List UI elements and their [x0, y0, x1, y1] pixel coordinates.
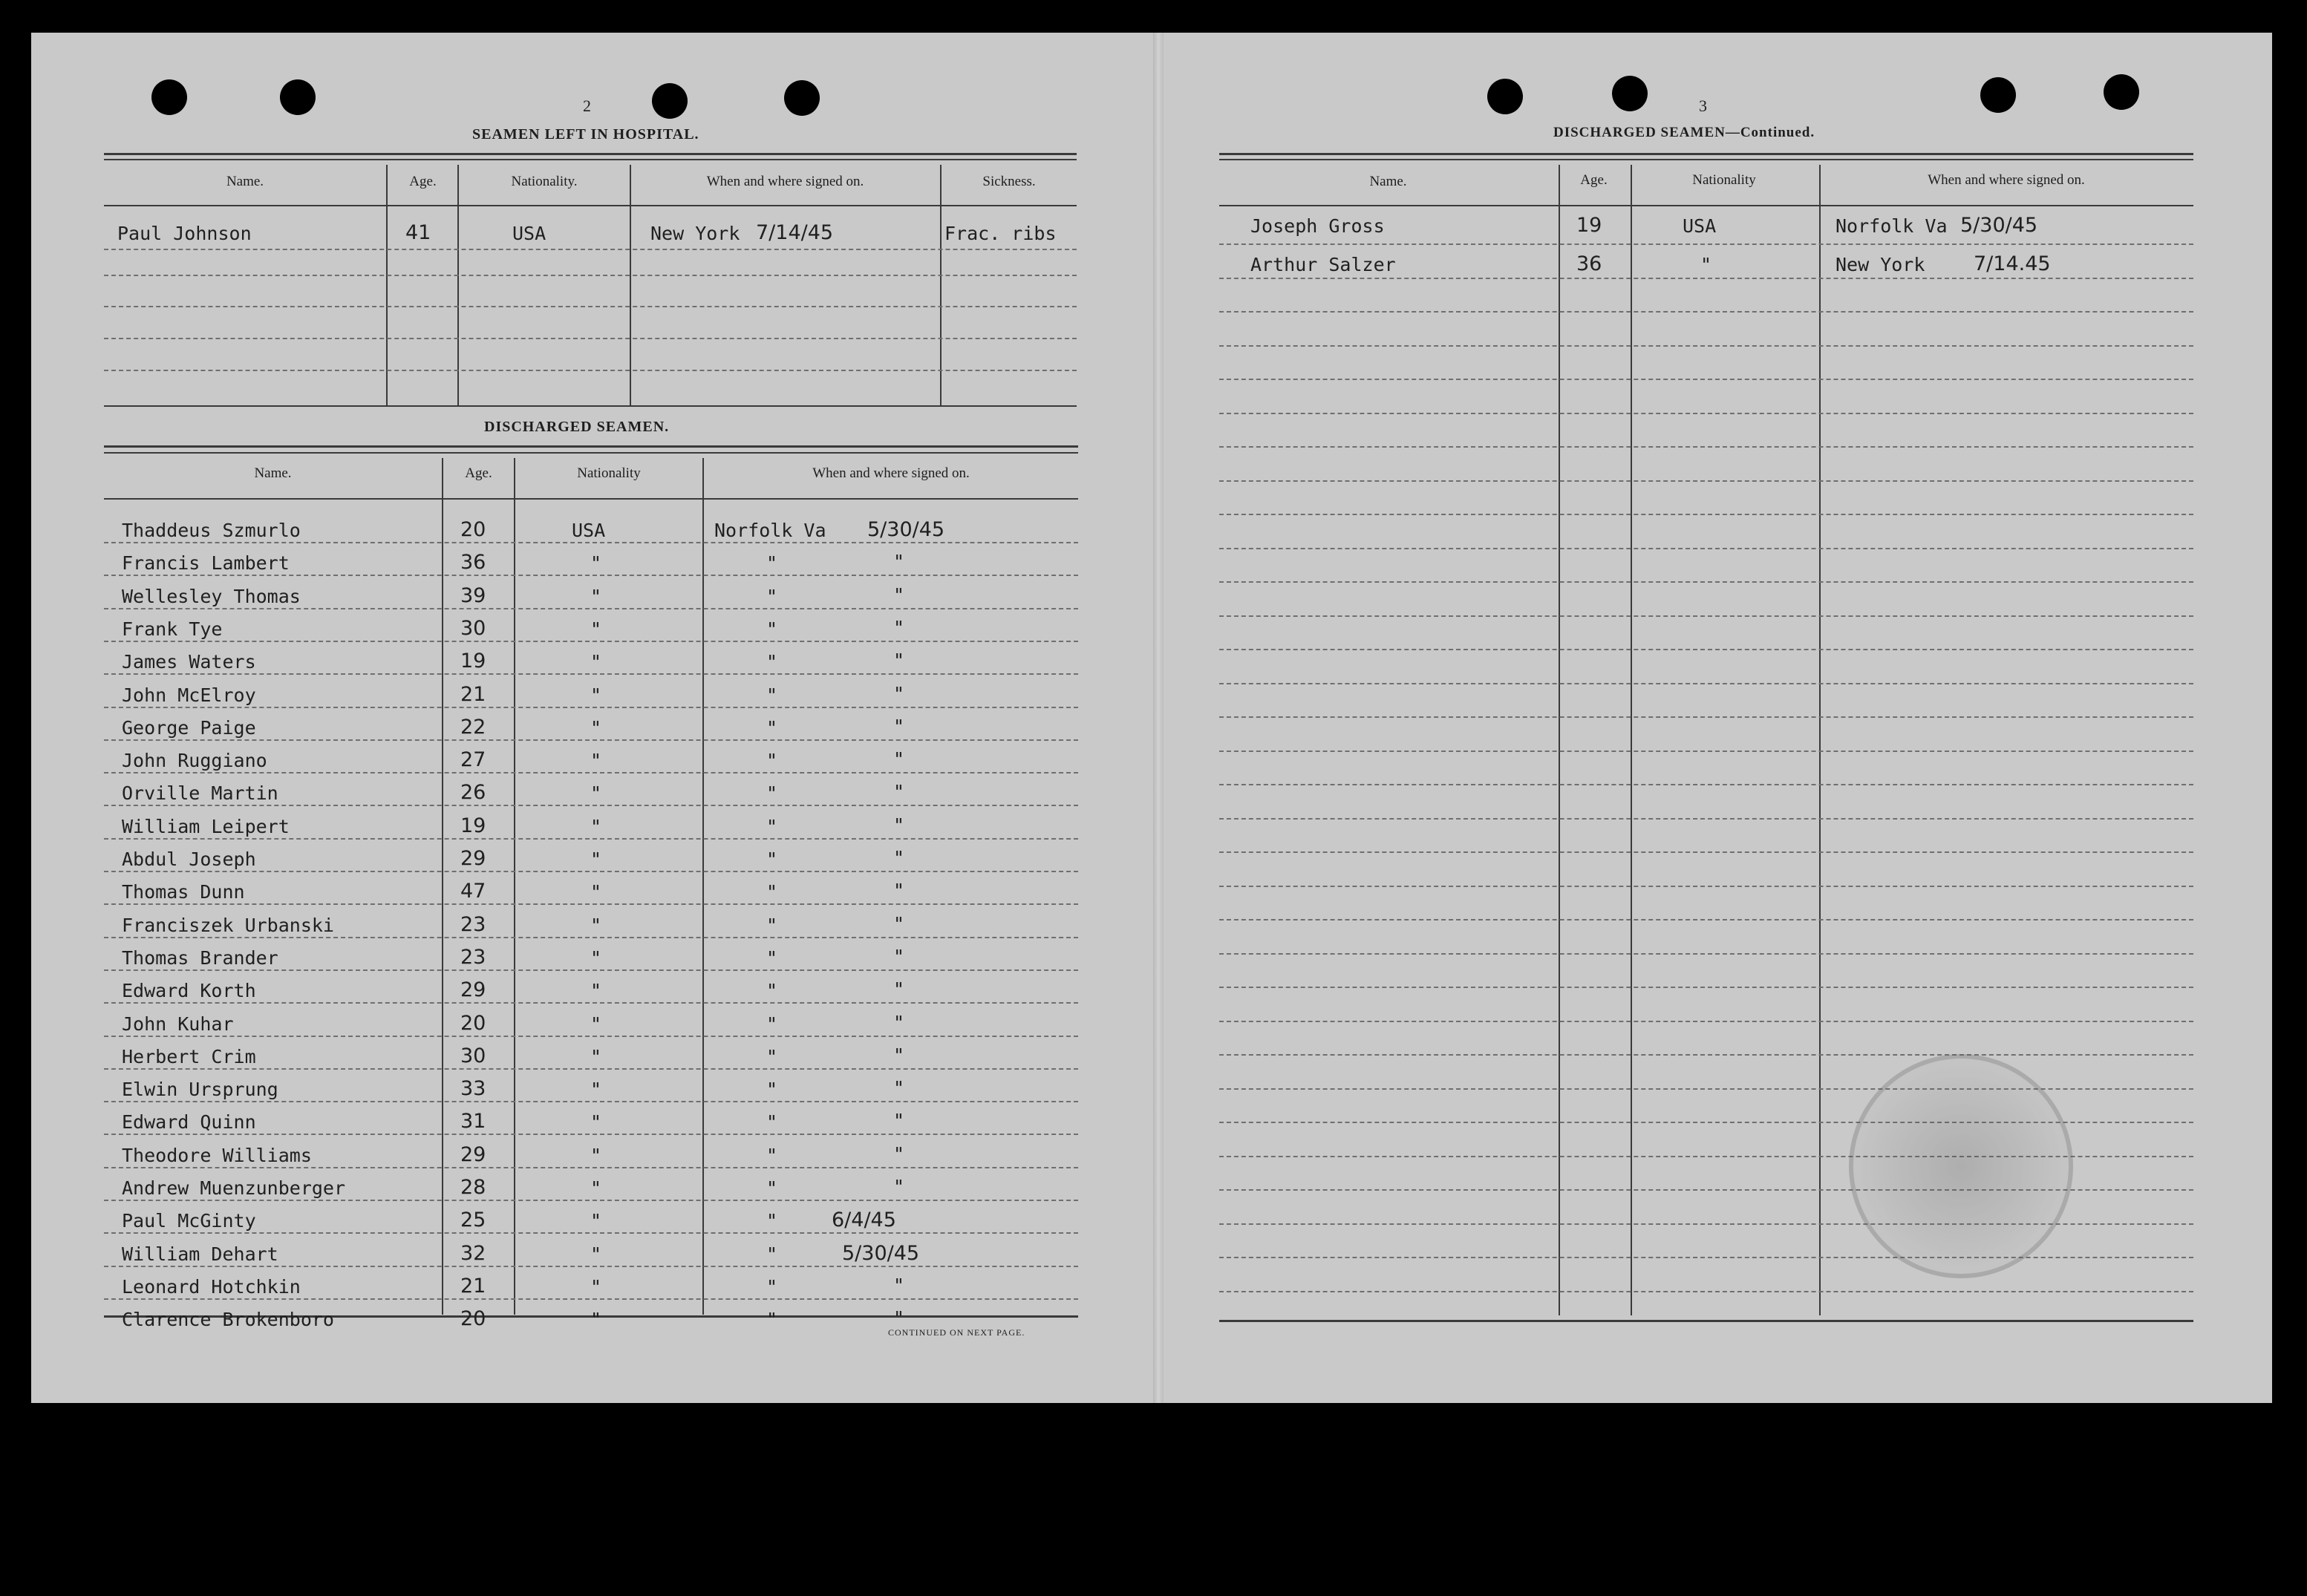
- row-line: [104, 1068, 1078, 1070]
- discharged-age: 25: [460, 1209, 486, 1232]
- discharged-name: William Dehart: [122, 1243, 278, 1265]
- discharged-nationality: ": [590, 1243, 602, 1265]
- punch-hole: [2104, 74, 2139, 110]
- discharged-name: Frank Tye: [122, 618, 223, 640]
- page-number: 2: [583, 97, 591, 115]
- hospital-nationality: USA: [512, 223, 546, 244]
- discharged-name: Francis Lambert: [122, 552, 290, 574]
- discharged-name: Abdul Joseph: [122, 848, 256, 870]
- discharged-section-title: DISCHARGED SEAMEN.: [484, 419, 670, 435]
- discharged-age: 31: [460, 1110, 486, 1133]
- row-line: [104, 1101, 1078, 1102]
- row-line: [104, 1167, 1078, 1168]
- discharged-nationality: ": [590, 684, 602, 706]
- rule: [1219, 159, 2193, 160]
- hospital-date: 7/14/45: [756, 221, 834, 244]
- discharged-name: John Kuhar: [122, 1013, 234, 1035]
- discharged-name: Paul McGinty: [122, 1210, 256, 1232]
- discharged-nationality: ": [590, 651, 602, 673]
- header-sickness: Sickness.: [982, 174, 1036, 189]
- discharged-place: ": [766, 1177, 778, 1199]
- header-nationality: Nationality: [1692, 172, 1756, 188]
- discharged-name: John Ruggiano: [122, 750, 267, 771]
- continued-note: CONTINUED ON NEXT PAGE.: [888, 1327, 1025, 1338]
- discharged-place: ": [766, 717, 778, 739]
- discharged-place: ": [766, 1276, 778, 1298]
- discharged-name: Elwin Ursprung: [122, 1079, 278, 1100]
- discharged-name: James Waters: [122, 651, 256, 673]
- discharged-date: ": [893, 1044, 905, 1066]
- discharged-nationality: ": [590, 1079, 602, 1100]
- row-line: [104, 772, 1078, 774]
- discharged-nationality: ": [590, 1177, 602, 1199]
- column-divider: [702, 458, 704, 1315]
- row-line: [1219, 311, 2193, 313]
- discharged-age: 29: [460, 1143, 486, 1166]
- discharged-date: ": [893, 781, 905, 802]
- row-line: [104, 1200, 1078, 1201]
- discharged-age: 30: [460, 617, 486, 640]
- row-line: [1219, 851, 2193, 853]
- rule: [104, 153, 1077, 155]
- row-line: [1219, 683, 2193, 684]
- discharged-place: ": [766, 1210, 778, 1232]
- row-line: [104, 969, 1078, 971]
- discharged-nationality: USA: [572, 520, 606, 541]
- continued-date: 7/14.45: [1974, 252, 2051, 275]
- discharged-place: ": [766, 848, 778, 870]
- discharged-nationality: ": [590, 552, 602, 574]
- rule: [1219, 205, 2193, 206]
- header-signed-on: When and where signed on.: [706, 174, 864, 189]
- punch-hole: [151, 79, 187, 115]
- discharged-name: Wellesley Thomas: [122, 586, 301, 607]
- discharged-nationality: ": [590, 1309, 602, 1330]
- rule: [104, 498, 1078, 500]
- continued-date: 5/30/45: [1960, 214, 2038, 237]
- row-line: [104, 275, 1077, 276]
- row-line: [104, 707, 1078, 708]
- header-nationality: Nationality: [577, 465, 641, 481]
- row-line: [104, 805, 1078, 806]
- discharged-nationality: ": [590, 881, 602, 903]
- discharged-place: ": [766, 980, 778, 1001]
- discharged-name: Edward Quinn: [122, 1111, 256, 1133]
- row-line: [1219, 1257, 2193, 1258]
- continued-nationality: USA: [1683, 215, 1717, 237]
- discharged-date: ": [893, 946, 905, 967]
- punch-hole: [1487, 79, 1523, 114]
- discharged-nationality: ": [590, 750, 602, 771]
- header-signed-on: When and where signed on.: [1928, 172, 2085, 188]
- row-line: [104, 249, 1077, 250]
- row-line: [104, 673, 1078, 675]
- discharged-date: 5/30/45: [842, 1242, 920, 1265]
- discharged-age: 26: [460, 781, 486, 804]
- discharged-date: ": [893, 847, 905, 869]
- row-line: [104, 338, 1077, 339]
- discharged-nationality: ": [590, 1210, 602, 1232]
- rule: [104, 452, 1078, 454]
- row-line: [104, 903, 1078, 905]
- punch-hole: [1612, 76, 1648, 111]
- rule: [1219, 153, 2193, 155]
- row-line: [1219, 1054, 2193, 1056]
- discharged-age: 36: [460, 551, 486, 574]
- row-line: [104, 1266, 1078, 1267]
- row-line: [104, 542, 1078, 543]
- discharged-age: 20: [460, 1307, 486, 1330]
- discharged-place: ": [766, 1046, 778, 1067]
- row-line: [1219, 750, 2193, 752]
- right-page: [1158, 33, 2272, 1403]
- row-line: [1219, 480, 2193, 482]
- header-age: Age.: [409, 174, 437, 189]
- discharged-nationality: ": [590, 1276, 602, 1298]
- row-line: [1219, 345, 2193, 347]
- hospital-sickness: Frac. ribs: [944, 223, 1057, 244]
- row-line: [1219, 278, 2193, 279]
- hospital-name: Paul Johnson: [117, 223, 252, 244]
- punch-hole: [784, 80, 820, 116]
- continued-age: 19: [1576, 214, 1602, 237]
- row-line: [1219, 649, 2193, 650]
- row-line: [1219, 615, 2193, 617]
- row-line: [1219, 987, 2193, 988]
- discharged-name: Theodore Williams: [122, 1145, 312, 1166]
- discharged-nationality: ": [590, 1046, 602, 1067]
- row-line: [104, 1134, 1078, 1135]
- column-divider: [442, 458, 443, 1315]
- header-age: Age.: [465, 465, 492, 481]
- discharged-nationality: ": [590, 1111, 602, 1133]
- discharged-nationality: ": [590, 816, 602, 837]
- row-line: [104, 1036, 1078, 1037]
- discharged-age: 39: [460, 584, 486, 607]
- punch-hole: [1980, 77, 2016, 113]
- discharged-name: Orville Martin: [122, 782, 278, 804]
- row-line: [104, 1298, 1078, 1300]
- header-name: Name.: [1369, 174, 1407, 189]
- continued-nationality: ": [1700, 254, 1712, 275]
- row-line: [1219, 413, 2193, 414]
- punch-hole: [652, 83, 688, 119]
- discharged-date: ": [893, 880, 905, 901]
- header-age: Age.: [1580, 172, 1608, 188]
- discharged-name: Thomas Brander: [122, 947, 278, 969]
- discharged-name: Clarence Brokenboro: [122, 1309, 334, 1330]
- discharged-place: ": [766, 782, 778, 804]
- row-line: [1219, 1088, 2193, 1090]
- row-line: [1219, 716, 2193, 718]
- discharged-age: 21: [460, 1275, 486, 1298]
- discharged-date: 6/4/45: [832, 1209, 896, 1232]
- rule: [104, 405, 1077, 407]
- discharged-date: ": [893, 1077, 905, 1099]
- row-line: [1219, 953, 2193, 955]
- discharged-name: Edward Korth: [122, 980, 256, 1001]
- continued-place: Norfolk Va: [1836, 215, 1948, 237]
- discharged-date: ": [893, 1012, 905, 1033]
- row-line: [104, 575, 1078, 576]
- discharged-age: 19: [460, 650, 486, 673]
- discharged-age: 21: [460, 683, 486, 706]
- discharged-age: 20: [460, 1012, 486, 1035]
- discharged-date: ": [893, 1275, 905, 1296]
- row-line: [1219, 818, 2193, 820]
- discharged-name: Leonard Hotchkin: [122, 1276, 301, 1298]
- row-line: [1219, 886, 2193, 887]
- discharged-place: ": [766, 1079, 778, 1100]
- discharged-age: 22: [460, 716, 486, 739]
- discharged-nationality: ": [590, 1013, 602, 1035]
- rule: [104, 445, 1078, 448]
- row-line: [1219, 514, 2193, 515]
- discharged-nationality: ": [590, 618, 602, 640]
- header-signed-on: When and where signed on.: [812, 465, 970, 481]
- discharged-date: ": [893, 716, 905, 737]
- discharged-place: ": [766, 881, 778, 903]
- discharged-place: ": [766, 1145, 778, 1166]
- row-line: [104, 937, 1078, 938]
- discharged-age: 47: [460, 880, 486, 903]
- row-line: [1219, 919, 2193, 920]
- discharged-date: ": [893, 1110, 905, 1131]
- discharged-name: Thaddeus Szmurlo: [122, 520, 301, 541]
- discharged-age: 20: [460, 518, 486, 541]
- discharged-place: ": [766, 1013, 778, 1035]
- discharged-place: ": [766, 750, 778, 771]
- discharged-name: John McElroy: [122, 684, 256, 706]
- discharged-date: ": [893, 1176, 905, 1197]
- discharged-age: 23: [460, 913, 486, 936]
- row-line: [1219, 1291, 2193, 1292]
- discharged-age: 29: [460, 847, 486, 870]
- page-number: 3: [1699, 97, 1707, 115]
- discharged-nationality: ": [590, 915, 602, 936]
- row-line: [1219, 784, 2193, 785]
- column-divider: [514, 458, 515, 1315]
- hospital-section-title: SEAMEN LEFT IN HOSPITAL.: [472, 126, 699, 143]
- discharged-name: Andrew Muenzunberger: [122, 1177, 346, 1199]
- discharged-place: ": [766, 651, 778, 673]
- discharged-age: 29: [460, 978, 486, 1001]
- discharged-place: Norfolk Va: [714, 520, 826, 541]
- discharged-date: 5/30/45: [867, 518, 945, 541]
- discharged-nationality: ": [590, 782, 602, 804]
- hospital-age: 41: [405, 221, 431, 244]
- row-line: [1219, 1021, 2193, 1022]
- discharged-date: ": [893, 913, 905, 935]
- discharged-place: ": [766, 586, 778, 607]
- discharged-nationality: ": [590, 848, 602, 870]
- row-line: [1219, 243, 2193, 245]
- hospital-place: New York: [650, 223, 740, 244]
- discharged-age: 30: [460, 1044, 486, 1067]
- header-name: Name.: [254, 465, 292, 481]
- discharged-date: ": [893, 683, 905, 704]
- discharged-place: ": [766, 618, 778, 640]
- row-line: [104, 370, 1077, 371]
- row-line: [1219, 548, 2193, 549]
- continued-place: New York: [1836, 254, 1925, 275]
- row-line: [1219, 446, 2193, 448]
- discharged-age: 33: [460, 1077, 486, 1100]
- discharged-date: ": [893, 748, 905, 770]
- discharged-place: ": [766, 1243, 778, 1265]
- discharged-place: ": [766, 684, 778, 706]
- discharged-name: George Paige: [122, 717, 256, 739]
- discharged-nationality: ": [590, 717, 602, 739]
- discharged-name: Franciszek Urbanski: [122, 915, 334, 936]
- discharged-date: ": [893, 814, 905, 836]
- discharged-age: 28: [460, 1176, 486, 1199]
- row-line: [1219, 581, 2193, 583]
- punch-hole: [280, 79, 316, 115]
- column-divider: [1631, 165, 1632, 1315]
- continued-age: 36: [1576, 252, 1602, 275]
- row-line: [104, 608, 1078, 609]
- discharged-place: ": [766, 816, 778, 837]
- discharged-date: ": [893, 1143, 905, 1165]
- discharged-nationality: ": [590, 586, 602, 607]
- discharged-age: 19: [460, 814, 486, 837]
- discharged-nationality: ": [590, 1145, 602, 1166]
- continued-name: Joseph Gross: [1250, 215, 1385, 237]
- row-line: [104, 739, 1078, 741]
- row-line: [104, 1002, 1078, 1004]
- discharged-date: ": [893, 584, 905, 606]
- rule: [104, 159, 1077, 160]
- page-fold: [1153, 33, 1164, 1403]
- discharged-place: ": [766, 552, 778, 574]
- row-line: [104, 1232, 1078, 1234]
- discharged-date: ": [893, 650, 905, 671]
- discharged-date: ": [893, 551, 905, 572]
- discharged-place: ": [766, 1309, 778, 1330]
- row-line: [104, 306, 1077, 307]
- discharged-name: Herbert Crim: [122, 1046, 256, 1067]
- discharged-age: 32: [460, 1242, 486, 1265]
- row-line: [104, 641, 1078, 642]
- column-divider: [1819, 165, 1821, 1315]
- header-name: Name.: [226, 174, 264, 189]
- discharged-date: ": [893, 1307, 905, 1329]
- discharged-continued-title: DISCHARGED SEAMEN—Continued.: [1553, 125, 1815, 140]
- discharged-age: 23: [460, 946, 486, 969]
- discharged-date: ": [893, 617, 905, 638]
- rule: [104, 205, 1077, 206]
- discharged-nationality: ": [590, 947, 602, 969]
- discharged-place: ": [766, 915, 778, 936]
- continued-name: Arthur Salzer: [1250, 254, 1396, 275]
- discharged-name: William Leipert: [122, 816, 290, 837]
- ink-stamp: [1849, 1054, 2073, 1278]
- discharged-place: ": [766, 947, 778, 969]
- discharged-name: Thomas Dunn: [122, 881, 245, 903]
- discharged-age: 27: [460, 748, 486, 771]
- rule: [1219, 1320, 2193, 1322]
- column-divider: [1559, 165, 1560, 1315]
- discharged-nationality: ": [590, 980, 602, 1001]
- row-line: [104, 838, 1078, 840]
- discharged-place: ": [766, 1111, 778, 1133]
- header-nationality: Nationality.: [511, 174, 578, 189]
- row-line: [1219, 379, 2193, 380]
- row-line: [104, 871, 1078, 872]
- discharged-date: ": [893, 978, 905, 1000]
